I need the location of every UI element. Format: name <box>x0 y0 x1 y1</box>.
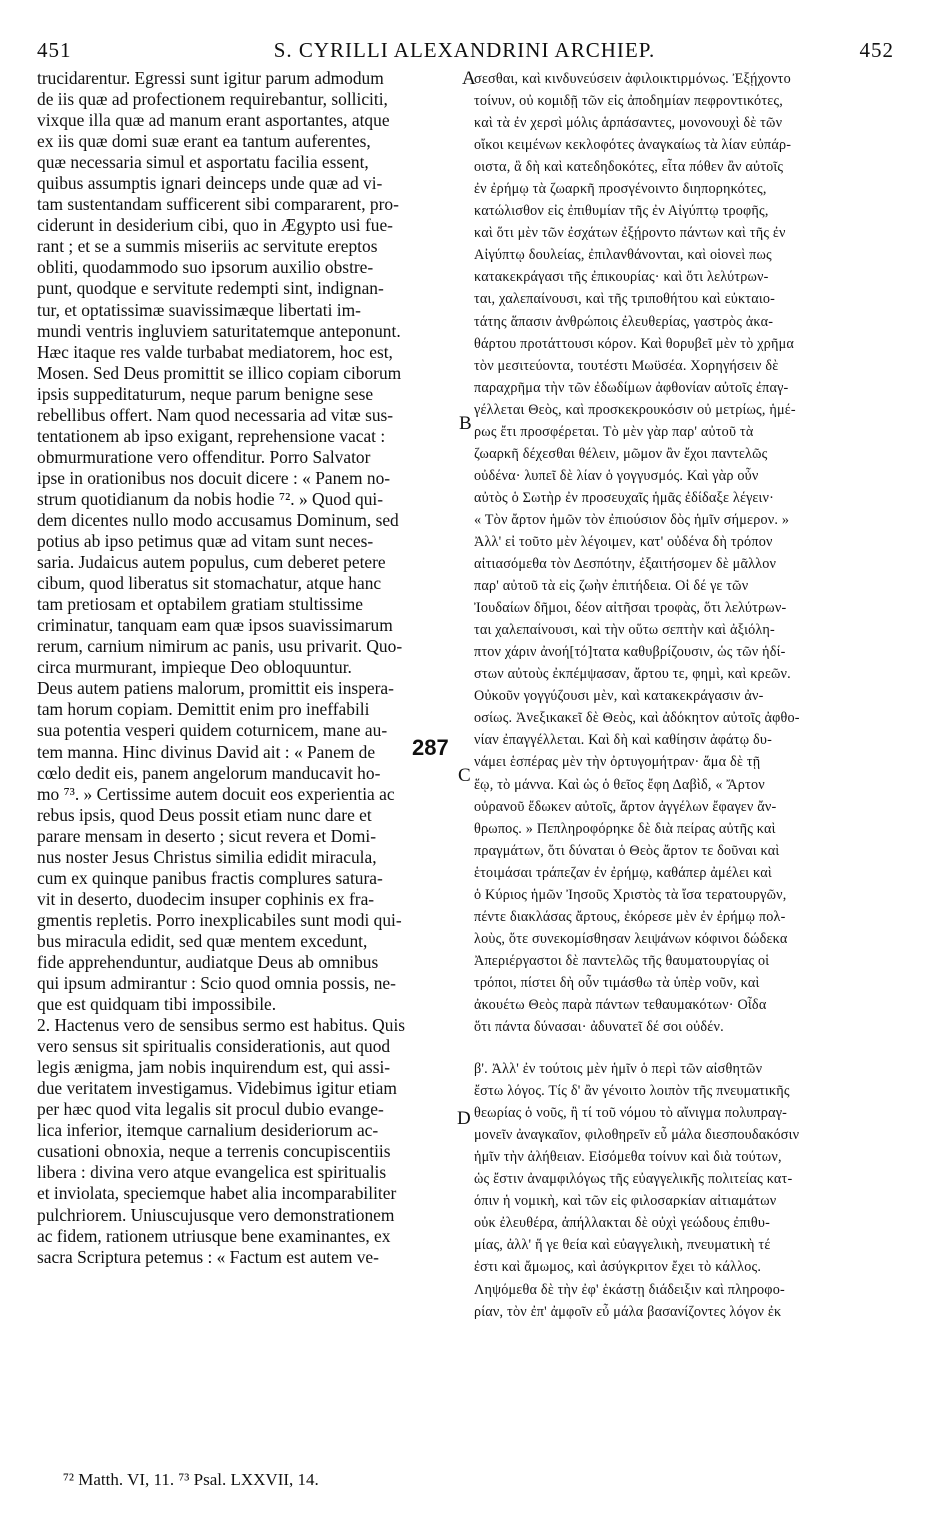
text-line: β'. Ἀλλ' ἐν τούτοις μὲν ἡμῖν ὁ περὶ τῶν αἰσθητῶν <box>474 1061 763 1078</box>
right-page-number: 452 <box>859 38 894 62</box>
text-line: saria. Judaicus autem populus, cum deberet petere <box>37 552 386 573</box>
text-line: strum quotidianum da nobis hodie ⁷². » Quod qui- <box>37 488 384 509</box>
text-line: legis ænigma, jam nobis inquirendum est, qui assi- <box>37 1057 391 1078</box>
text-line: οιστα, ἃ δὴ καὶ κατεδηδοκότες, εἶτα πόθεν ἂν αὐτοῖς <box>474 159 784 176</box>
text-line: τὸν μεσιτεύοντα, τουτέστι Μωϋσέα. Χορηγήσειν δὲ <box>474 357 779 374</box>
text-line: κατώλισθον εἰς ἐπιθυμίαν τῆς ἐν Αἰγύπτῳ τροφῆς, <box>474 203 769 220</box>
text-line: Οὐκοῦν γογγύζουσι μὲν, καὶ κατακεκράγασιν ἀν- <box>474 688 764 705</box>
text-line: στων αὐτοὺς ἐκπέμψασαν, ἄρτου τε, φημὶ, καὶ κρεῶν. <box>474 666 791 683</box>
text-line: sua potentia vesperi quidem coturnicem, mane au- <box>37 720 388 741</box>
text-line: ac fidem, rationem utriusque bene examinantes, ex <box>37 1225 391 1246</box>
text-line: ἑτοιμάσαι τράπεζαν ἐν ἐρήμῳ, καθάπερ ἀμέλει καὶ <box>474 864 772 881</box>
text-line: que est quidquam tibi impossibile. <box>37 994 277 1015</box>
text-line: νάμει ἑσπέρας μὲν τὴν ὀρτυγομήτραν· ἅμα δὲ τῇ <box>474 754 761 771</box>
text-line: de iis quæ ad profectionem requirebantur, solliciti, <box>37 89 388 110</box>
text-line: dem dicentes nullo modo accusamus Dominum, sed <box>37 509 399 530</box>
text-line: qui ipsum admirantur : Scio quod omnia possis, ne- <box>37 973 396 994</box>
text-line: punt, quodque e servitute redempti sint, indignan- <box>37 278 384 299</box>
text-line: criminatur, tanquam eam quæ ipsos suavissimarum <box>37 615 393 636</box>
text-line: πτον χάριν ἀνοή[τό]τατα καθυβρίζουσιν, ὡς τῶν ἡδί- <box>474 644 786 661</box>
text-line: ρίαν, τὸν ἐπ' ἀμφοῖν εὖ μάλα βασανίζοντες λόγον ἐκ <box>474 1303 782 1320</box>
text-line: τοίνυν, οὐ κομιδῇ τῶν εἰς ἀποδημίαν πεφροντικότες, <box>474 93 783 110</box>
text-line: bus miracula edidit, sed quæ mentem excedunt, <box>37 930 368 951</box>
text-line: ciderunt in desiderium cibi, quo in Ægypto usi fue- <box>37 215 393 236</box>
text-line: πραγμάτων, ὅτι δύναται ὁ Θεὸς ἄρτον τε δοῦναι καὶ <box>474 842 780 859</box>
text-line: όπιν ἡ νομικὴ, καὶ τῶν εἰς φιλοσαρκίαν αἰτιαμάτων <box>474 1193 777 1210</box>
text-line: οὐρανοῦ ἔδωκεν αὐτοῖς, ἄρτον ἀγγέλων ἔφαγεν ἄν- <box>474 798 777 815</box>
margin-letter-c: C <box>458 765 471 786</box>
text-line: obmurmuratione vero offenditur. Porro Salvator <box>37 446 371 467</box>
text-line: οὐδένα· λυπεῖ δὲ λίαν ὁ γογγυσμός. Καὶ γὰρ οὖν <box>474 467 759 484</box>
text-line: sacra Scriptura petemus : « Factum est autem ve- <box>37 1246 379 1267</box>
column-number: 287 <box>412 735 449 760</box>
text-line: τάτης ἅπασιν ἀνθρώποις ἐλευθερίας, γαστρὸς ἀκα- <box>474 313 774 330</box>
text-line: tam pretiosam et optabilem gratiam stultissime <box>37 594 364 615</box>
text-line: fide apprehenduntur, audiatque Deus ab omnibus <box>37 951 379 972</box>
text-line: καὶ τὰ ἐν χερσὶ μόλις ἁρπάσαντες, μονονουχὶ δὲ τῶν <box>474 115 783 132</box>
text-line: circa murmurant, impieque Deo obloquuntur. <box>37 657 352 678</box>
text-line: et inviolata, speciemque habet alia incomparabiliter <box>37 1183 397 1204</box>
margin-letter-d: D <box>457 1108 471 1129</box>
text-line: libera : divina vero atque evangelica est spiritualis <box>37 1162 387 1183</box>
text-line: ρως ἔτι προσφέρεται. Τὸ μὲν γὰρ παρ' αὐτοῦ τὰ <box>474 423 754 440</box>
text-line: vit in deserto, duodecim insuper cophinis ex fra- <box>37 888 375 909</box>
text-line: pulchriorem. Uniuscujusque vero demonstrationem <box>37 1204 395 1225</box>
text-line: τρόποι, πίστει δὴ οὖν τιμάσθω τὰ ὑπὲρ νοῦν, καὶ <box>474 974 760 991</box>
text-line: αἰτιασόμεθα τὸν Δεσπότην, ἐξαιτήσομεν δὲ μᾶλλον <box>474 556 777 573</box>
text-line: οἴκοι κειμένων κεκλοφότες ἀναγκαίως τὰ λίαν εὐπάρ- <box>474 137 792 154</box>
text-line: λοὺς, ὅτε συνεκομίσθησαν λειψάνων κόφινοι δώδεκα <box>474 930 788 947</box>
text-line: πέντε διακλάσας ἄρτους, ἐκόρεσε μὲν ἐν ἐρήμῳ πολ- <box>474 908 786 925</box>
text-line: Mosen. Sed Deus promittit se illico copiam ciborum <box>37 362 402 383</box>
text-line: μονεῖν ἀναγκαῖον, φιλοθηρεῖν εὖ μάλα διεσπουδακόσιν <box>474 1127 800 1144</box>
text-line: οὐκ ἐλευθέρα, ἀπήλλακται δὲ οὐχὶ γεώδους ἐπιθυ- <box>474 1215 770 1232</box>
text-line: per hæc quod vita legalis sit procul dubio evange- <box>37 1099 384 1120</box>
text-line: rant ; et se a summis miseriis ac servitute ereptos <box>37 236 378 257</box>
text-line: cusationi obnoxia, neque a terrenis concupiscentiis <box>37 1141 391 1162</box>
text-line: potius ab ipso petimus quæ ad vitam sunt neces- <box>37 531 374 552</box>
text-line: ται χαλεπαίνουσι, καὶ τὴν οὕτω σεπτὴν καὶ ἀξιόλη- <box>474 622 775 639</box>
text-line: obliti, quodammodo suo ipsorum auxilio obstre- <box>37 257 374 278</box>
latin-column <box>37 68 452 1268</box>
text-line: ἔστω λόγος. Τίς δ' ἂν γένοιτο λοιπὸν τῆς πνευματικῆς <box>474 1083 790 1100</box>
margin-letter-a: A <box>462 68 476 89</box>
text-line: ἀκουέτω Θεὸς παρὰ πάντων τεθαυμακότων· Οἶδα <box>474 996 767 1013</box>
text-line: ipsis suppeditaturum, neque parum benigne sese <box>37 383 374 404</box>
text-line: 2. Hactenus vero de sensibus sermo est habitus. Quis <box>37 1015 406 1036</box>
text-line: θρωπος. » Πεπληροφόρηκε δὲ διὰ πείρας αὐτῆς καὶ <box>474 820 776 837</box>
footnotes: ⁷² Matth. VI, 11. ⁷³ Psal. LXXVII, 14. <box>63 1470 319 1489</box>
text-line: ἕῳ, τὸ μάννα. Καὶ ὡς ὁ θεῖος ἔφη Δαβὶδ, « Ἄρτον <box>474 776 765 793</box>
text-line: Deus autem patiens malorum, promittit eis insperа- <box>37 678 394 699</box>
text-line: rebus ipsis, quod Deus possit etiam nunc dare et <box>37 804 372 825</box>
text-line: lica inferior, itemque carnalium desideriorum ac- <box>37 1120 379 1141</box>
text-line: ipse in orationibus nos docuit dicere : « Panem no- <box>37 467 391 488</box>
margin-letter-b: B <box>459 413 472 434</box>
text-line: ὡς ἔστιν ἀναμφιλόγως τῆς εὐαγγελικῆς πολιτείας κατ- <box>474 1171 793 1188</box>
text-line: καὶ ὅτι μὲν τῶν ἐσχάτων ἐξῄροντο πάντων καὶ τῆς ἐν <box>474 225 786 242</box>
text-line: σεσθαι, καὶ κινδυνεύσειν ἀφιλοικτιρμόνως. Ἐξῄχοντο <box>474 71 791 87</box>
text-line: mundi ventris ingluviem saturitatemque anteponunt. <box>37 320 401 341</box>
greek-column <box>474 68 894 1323</box>
text-line: ζωαρκῆ δέχεσθαι θέλειν, μῶμον ἂν ἔχοι παντελῶς <box>474 445 768 462</box>
text-line: cœlo dedit eis, panem angelorum manducavit ho- <box>37 762 381 783</box>
text-line: ἡμῖν τὴν ἀλήθειαν. Εἰσόμεθα τοίνυν καὶ διὰ τούτων, <box>474 1149 782 1166</box>
left-page-number: 451 <box>37 38 72 62</box>
text-line: θεωρίας ὁ νοῦς, ἢ τί τοῦ νόμου τὸ αἴνιγμα πολυπραγ- <box>474 1105 788 1122</box>
text-line: Ληψόμεθα δὲ τὴν ἐφ' ἑκάστῃ διάδειξιν καὶ πληροφο- <box>474 1281 785 1298</box>
text-line: cibum, quod liberatus sit stomachatur, atque hanc <box>37 573 382 594</box>
text-line: rerum, carnium nimirum ac panis, usu privarit. Quo- <box>37 636 403 657</box>
text-line: παραχρῆμα τὴν τῶν ἐδωδίμων ἀφθονίαν αὐτοῖς ἐπαγ- <box>474 379 789 396</box>
text-line: αὐτὸς ὁ Σωτὴρ ἐν προσευχαῖς ἡμᾶς ἐδίδαξε λέγειν· <box>474 489 775 506</box>
text-line: tem manna. Hinc divinus David ait : « Panem de <box>37 741 376 762</box>
text-line: due veritatem investigamus. Videbimus igitur etiam <box>37 1078 397 1099</box>
text-line: γέλλεται Θεὸς, καὶ προσκεκρουκόσιν οὐ μετρίως, ἡμέ- <box>474 401 796 418</box>
text-line: κατακεκράγασι τῆς ἐπικουρίας· καὶ ὅτι λελύτρων- <box>474 269 769 286</box>
text-line: οσίως. Ἀνεξικακεῖ δὲ Θεὸς, καὶ ἀδόκητον αὐτοῖς ἀφθο- <box>474 710 800 727</box>
text-line: cum ex quinque panibus fractis complures satura- <box>37 867 383 888</box>
text-line: vero sensus sit spiritualis considerationis, aut quod <box>37 1036 391 1057</box>
text-line: parare mensam in deserto ; sicut revera et Domi- <box>37 825 376 846</box>
text-line: Ἀλλ' εἰ τοῦτο μὲν λέγοιμεν, κατ' οὐδένα δὴ τρόπον <box>474 533 773 550</box>
text-line: ὅτι πάντα δύνασαι· ἀδυνατεῖ δέ σοι οὐδέν. <box>474 1019 724 1036</box>
running-title: S. CYRILLI ALEXANDRINI ARCHIEP. <box>273 38 656 62</box>
text-line: ται, χαλεπαίνουσι, καὶ τῆς τριποθήτου καὶ εὐκταιο- <box>474 291 776 308</box>
text-line: Ἰουδαίων δῆμοι, δέον αἰτῆσαι τροφὰς, ὅτι λελύτρων- <box>474 600 787 617</box>
text-line: μίας, ἀλλ' ἥ γε θεία καὶ εὐαγγελικὴ, πνευματικὴ τέ <box>474 1237 771 1254</box>
text-line: gmentis repletis. Porro inexplicabiles sunt modi qui- <box>37 909 402 930</box>
text-line: ἐστι καὶ ἄμωμος, καὶ ἀσύγκριτον ἔχει τὸ κάλλος. <box>474 1259 762 1276</box>
text-line: tentationem ab ipso exigant, reprehensione vacat : <box>37 425 386 446</box>
text-line: ex iis quæ domi suæ erant ea tantum auferentes, <box>37 131 371 152</box>
text-line: mo ⁷³. » Certissime autem docuit eos experientia ac <box>37 783 395 804</box>
text-line: tur, et optatissimæ suavissimæque libertati im- <box>37 299 361 320</box>
text-line: quæ necessaria simul et asportatu facilia essent, <box>37 152 369 173</box>
text-line: rebellibus offert. Nam quod necessaria ad vitæ sus- <box>37 404 394 425</box>
text-line: trucidarentur. Egressi sunt igitur parum admodum <box>37 68 384 88</box>
text-line: παρ' αὐτοῦ τὰ εἰς ζωὴν ἐπιτήδεια. Οἱ δέ γε τῶν <box>474 578 749 595</box>
text-line: θάρτου προτάττουσι κόρον. Καὶ θορυβεῖ μὲν τὸ χρῆμα <box>474 335 795 352</box>
text-line: nus noster Jesus Christus similia edidit miracula, <box>37 846 377 867</box>
text-line: Ἀπεριέργαστοι δὲ παντελῶς τῆς θαυματουργίας οἱ <box>474 952 770 969</box>
text-line: Αἰγύπτῳ δουλείας, ἐπιλανθάνονται, καὶ οἱονεὶ πως <box>474 247 772 264</box>
text-line <box>474 1038 894 1058</box>
text-line: tam horum copiam. Demittit enim pro ineffabili <box>37 699 370 720</box>
text-line: ὁ Κύριος ἡμῶν Ἰησοῦς Χριστὸς τὰ ἴσα τερατουργῶν, <box>474 886 787 903</box>
text-line: νίαν ἐπαγγέλλεται. Καὶ δὴ καὶ καθίησιν ἀφάτῳ δυ- <box>474 732 773 749</box>
text-line: Hæc itaque res valde turbabat mediatorem, hoc est, <box>37 341 393 362</box>
text-line: tam sustentandam sufficerent sibi compararent, pro- <box>37 194 399 215</box>
text-line: ἐν ἐρήμῳ τὰ ζωαρκῆ προσγένοιντο διηπορηκότες, <box>474 181 767 198</box>
text-line: « Τὸν ἄρτον ἡμῶν τὸν ἐπιούσιον δὸς ἡμῖν σήμερον. » <box>474 511 790 528</box>
page-header <box>0 38 929 66</box>
text-line: vixque illa quæ ad manum erant asportantes, atque <box>37 110 390 131</box>
text-line: quibus assumptis ignari deinceps unde quæ ad vi- <box>37 173 383 194</box>
